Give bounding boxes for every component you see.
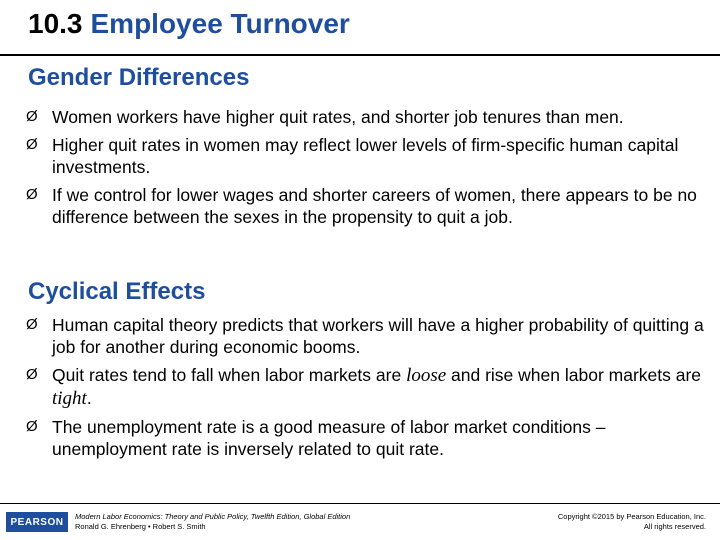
bullet-item: [26, 134, 706, 178]
bullet-item: [26, 184, 706, 228]
emphasis-tight: tight: [52, 388, 87, 409]
bullet-text-part: Quit rates tend to fall when labor markets are: [52, 365, 407, 385]
arrow-bullet-icon: Ø: [26, 366, 38, 383]
arrow-bullet-icon: Ø: [26, 108, 38, 125]
heading-cyclical-effects: Cyclical Effects: [28, 278, 206, 305]
bullet-text: The unemployment rate is a good measure of labor market conditions – unemployment rate is inversely related to quit rate.: [52, 417, 606, 459]
arrow-bullet-icon: Ø: [26, 136, 38, 153]
section-title: Employee Turnover: [90, 8, 350, 39]
pearson-logo: PEARSON: [6, 512, 68, 532]
book-authors: Ronald G. Ehrenberg • Robert S. Smith: [75, 522, 206, 531]
footer-book-info: [75, 512, 350, 532]
emphasis-loose: loose: [406, 365, 447, 386]
bullet-item: [26, 106, 706, 128]
bullet-text-part: and rise when labor markets are: [446, 365, 702, 385]
bullet-text: Higher quit rates in women may reflect lower levels of firm-specific human capital investments.: [52, 135, 679, 177]
bullet-text: [52, 365, 701, 408]
bullet-item: [26, 314, 706, 358]
footer-copyright: [558, 512, 706, 532]
bullet-text-part: .: [86, 388, 92, 408]
rights-text: All rights reserved.: [643, 522, 706, 531]
title-divider: [0, 54, 720, 56]
cyclical-bullet-list: [26, 314, 706, 466]
gender-bullet-list: [26, 106, 706, 234]
copyright-text: Copyright ©2015 by Pearson Education, Inc.: [557, 512, 706, 521]
bullet-item: [26, 416, 706, 460]
bullet-item: [26, 364, 706, 410]
footer-divider: [0, 503, 720, 504]
arrow-bullet-icon: Ø: [26, 316, 38, 333]
bullet-text: Women workers have higher quit rates, and shorter job tenures than men.: [52, 107, 624, 127]
heading-gender-differences: Gender Differences: [28, 64, 250, 91]
bullet-text: Human capital theory predicts that workers will have a higher probability of quitting a job for another during economic booms.: [52, 315, 704, 357]
section-number: 10.3: [28, 8, 83, 39]
bullet-text: If we control for lower wages and shorter careers of women, there appears to be no difference between the sexes in the propensity to quit a job.: [52, 185, 697, 227]
slide-title: [28, 8, 350, 40]
arrow-bullet-icon: Ø: [26, 186, 38, 203]
arrow-bullet-icon: Ø: [26, 418, 38, 435]
book-title: Modern Labor Economics: Theory and Public Policy, Twelfth Edition, Global Edition: [75, 512, 351, 521]
